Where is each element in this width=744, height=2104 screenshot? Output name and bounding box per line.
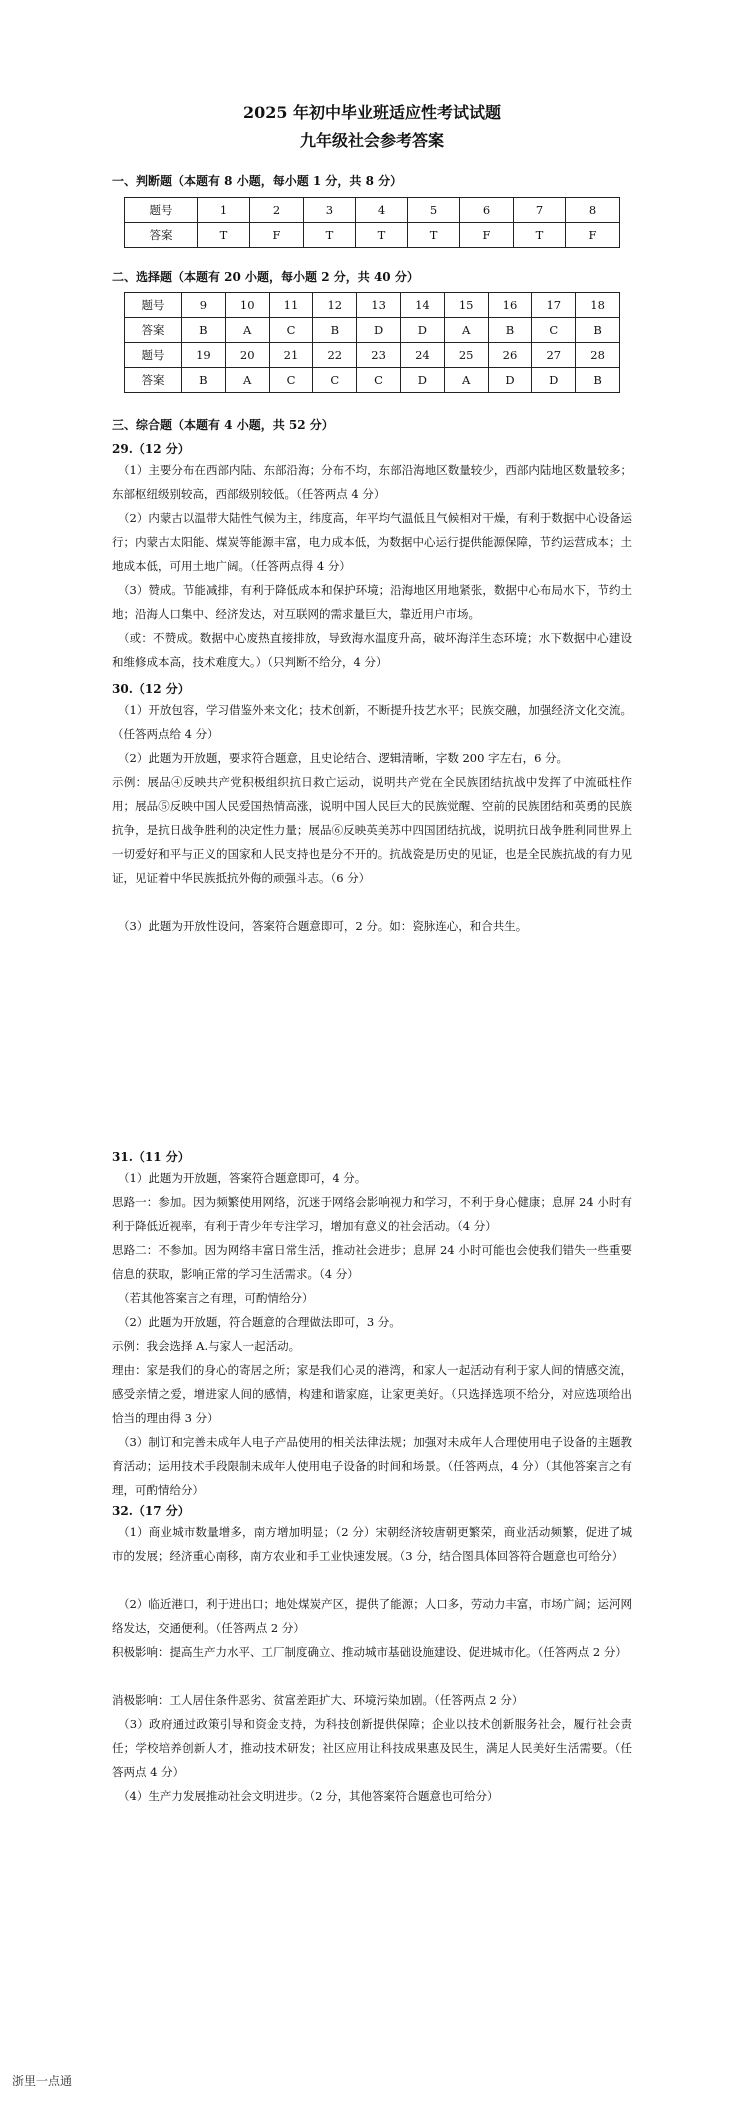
question-29-heading: 29.（12 分） [112,442,190,456]
watermark-label: 浙里一点通 [12,2074,73,2088]
q31-idea-1: 思路一：参加。因为频繁使用网络，沉迷于网络会影响视力和学习，不利于身心健康；息屏 24 小时有利于降低近视率，有利于青少年专注学习，增加有意义的社会活动。（4 分） [112,1195,632,1233]
table-cell: 25 [444,343,488,368]
exam-title: 2025 年初中毕业班适应性考试试题 [242,103,502,122]
q32-answer-4: （4）生产力发展推动社会文明进步。（2 分，其他答案符合题意也可给分） [118,1789,499,1803]
q29-answer-3: （3）赞成。节能减排，有利于降低成本和保护环境；沿海地区用地紧张，数据中心布局水下，节约土地；沿海人口集中、经济发达，对互联网的需求量巨大，靠近用户市场。 [112,583,632,621]
judgement-answer-table [124,197,620,248]
table-cell: B [576,368,620,393]
q31-reason: 理由：家是我们的身心的寄居之所；家是我们心灵的港湾，和家人一起活动有利于家人间的情感交流，感受亲情之爱，增进家人间的感情，构建和谐家庭，让家更美好。（只选择选项不给分，对应选项给出恰当的理由得 3 分） [112,1363,632,1425]
table-cell: D [357,318,401,343]
q30-answer-1: （1）开放包容，学习借鉴外来文化；技术创新，不断提升技艺水平；民族交融，加强经济文化交流。（任答两点给 4 分） [112,703,632,741]
q32-answer-2: （2）临近港口，利于进出口；地处煤炭产区，提供了能源；人口多，劳动力丰富，市场广阔；运河网络发达，交通便利。（任答两点 2 分） [112,1597,632,1635]
table-cell: 21 [269,343,313,368]
q30-example: 示例：展品④反映共产党积极组织抗日救亡运动，说明共产党在全民族团结抗战中发挥了中流砥柱作用；展品⑤反映中国人民爱国热情高涨，说明中国人民巨大的民族觉醒、空前的民族团结和英勇的民族抗争，是抗日战争胜利的决定性力量；展品⑥反映英美苏中四国团结抗战，说明抗日战争胜利同世界上一切爱好和平与正义的国家和人民支持也是分不开的。抗战瓷是历史的见证，也是全民族抗战的有力见证，见证着中华民族抵抗外侮的顽强斗志。（6 分） [112,775,632,885]
table-cell: D [400,368,444,393]
q29-answer-4: （或：不赞成。数据中心废热直接排放，导致海水温度升高，破坏海洋生态环境；水下数据中心建设和维修成本高，技术难度大。）（只判断不给分，4 分） [112,631,632,669]
table-cell: 19 [182,343,226,368]
table-cell: B [182,368,226,393]
table-cell: B [182,318,226,343]
table-cell: 题号 [125,293,182,318]
table-cell: C [532,318,576,343]
table-cell: 24 [400,343,444,368]
table-cell: 14 [400,293,444,318]
table-cell: 26 [488,343,532,368]
table-cell: 16 [488,293,532,318]
table-cell: D [532,368,576,393]
table-cell: 8 [566,198,620,223]
table-cell: 15 [444,293,488,318]
q32-positive-impact: 积极影响：提高生产力水平、工厂制度确立、推动城市基础设施建设、促进城市化。（任答两点 2 分） [112,1645,627,1659]
table-cell: F [566,223,620,248]
table-cell: 3 [303,198,355,223]
table-cell: B [488,318,532,343]
answer-key-subtitle: 九年级社会参考答案 [299,131,444,150]
table-cell: A [225,318,269,343]
q30-answer-3: （3）此题为开放性设问，答案符合题意即可，2 分。如：瓷脉连心，和合共生。 [118,919,528,933]
table-cell: F [460,223,514,248]
table-cell: 18 [576,293,620,318]
table-cell: 11 [269,293,313,318]
q30-answer-2: （2）此题为开放题，要求符合题意，且史论结合、逻辑清晰，字数 200 字左右，6 分。 [118,751,569,765]
table-cell: T [408,223,460,248]
table-cell: 13 [357,293,401,318]
table-row [125,343,620,368]
table-cell: B [576,318,620,343]
table-cell: C [313,368,357,393]
table-row [125,198,620,223]
table-row [125,223,620,248]
table-cell: C [269,368,313,393]
table-cell: 20 [225,343,269,368]
table-row [125,318,620,343]
section2-heading: 二、选择题（本题有 20 小题，每小题 2 分，共 40 分） [112,270,419,284]
q32-answer-1: （1）商业城市数量增多，南方增加明显；（2 分）宋朝经济较唐朝更繁荣，商业活动频繁，促进了城市的发展；经济重心南移，南方农业和手工业快速发展。（3 分，结合图具体回答符合题意也可给分） [112,1525,632,1563]
table-cell: 答案 [125,368,182,393]
q31-example: 示例：我会选择 A.与家人一起活动。 [112,1339,301,1353]
section1-heading: 一、判断题（本题有 8 小题，每小题 1 分，共 8 分） [112,174,403,188]
q31-idea-2: 思路二：不参加。因为网络丰富日常生活，推动社会进步；息屏 24 小时可能也会使我们错失一些重要信息的获取，影响正常的学习生活需求。（4 分） [112,1243,632,1281]
table-cell: A [444,318,488,343]
table-cell: T [513,223,565,248]
table-cell: T [355,223,407,248]
q31-answer-2: （2）此题为开放题，符合题意的合理做法即可，3 分。 [118,1315,401,1329]
table-cell: A [225,368,269,393]
table-cell: C [357,368,401,393]
table-cell: 4 [355,198,407,223]
choice-answer-table [124,292,620,393]
table-cell: A [444,368,488,393]
table-cell: D [400,318,444,343]
table-cell: D [488,368,532,393]
table-cell: 题号 [125,198,198,223]
table-row [125,368,620,393]
table-cell: 7 [513,198,565,223]
table-cell: 6 [460,198,514,223]
table-cell: 答案 [125,318,182,343]
q29-answer-2: （2）内蒙古以温带大陆性气候为主，纬度高，年平均气温低且气候相对干燥，有利于数据中心设备运行；内蒙古太阳能、煤炭等能源丰富，电力成本低，为数据中心运行提供能源保障，节约运营成本；土地成本低，可用土地广阔。（任答两点得 4 分） [112,511,632,573]
table-cell: F [250,223,304,248]
table-cell: 题号 [125,343,182,368]
table-row [125,293,620,318]
table-cell: T [198,223,250,248]
q32-answer-3: （3）政府通过政策引导和资金支持，为科技创新提供保障；企业以技术创新服务社会，履行社会责任；学校培养创新人才，推动技术研发；社区应用让科技成果惠及民生，满足人民美好生活需要。（任答两点 4 分） [112,1717,632,1779]
table-cell: 12 [313,293,357,318]
table-cell: C [269,318,313,343]
table-cell: 22 [313,343,357,368]
table-cell: 2 [250,198,304,223]
section3-heading: 三、综合题（本题有 4 小题，共 52 分） [112,418,334,432]
question-32-heading: 32.（17 分） [112,1504,190,1518]
q31-answer-1: （1）此题为开放题，答案符合题意即可，4 分。 [118,1171,367,1185]
table-cell: B [313,318,357,343]
table-cell: 9 [182,293,226,318]
q31-answer-3: （3）制订和完善未成年人电子产品使用的相关法律法规；加强对未成年人合理使用电子设备的主题教育活动；运用技术手段限制未成年人使用电子设备的时间和场景。（任答两点，4 分）（其他答案言之有理，可酌情给分） [112,1435,632,1497]
table-cell: 答案 [125,223,198,248]
table-cell: 5 [408,198,460,223]
question-31-heading: 31.（11 分） [112,1150,190,1164]
table-cell: 28 [576,343,620,368]
q29-answer-1: （1）主要分布在西部内陆、东部沿海；分布不均，东部沿海地区数量较少，西部内陆地区数量较多；东部枢纽级别较高，西部级别较低。（任答两点 4 分） [112,463,632,501]
table-cell: T [303,223,355,248]
table-cell: 27 [532,343,576,368]
question-30-heading: 30.（12 分） [112,682,190,696]
table-cell: 1 [198,198,250,223]
table-cell: 23 [357,343,401,368]
q31-note: （若其他答案言之有理，可酌情给分） [118,1291,314,1305]
table-cell: 17 [532,293,576,318]
table-cell: 10 [225,293,269,318]
q32-negative-impact: 消极影响：工人居住条件恶劣、贫富差距扩大、环境污染加剧。（任答两点 2 分） [112,1693,524,1707]
